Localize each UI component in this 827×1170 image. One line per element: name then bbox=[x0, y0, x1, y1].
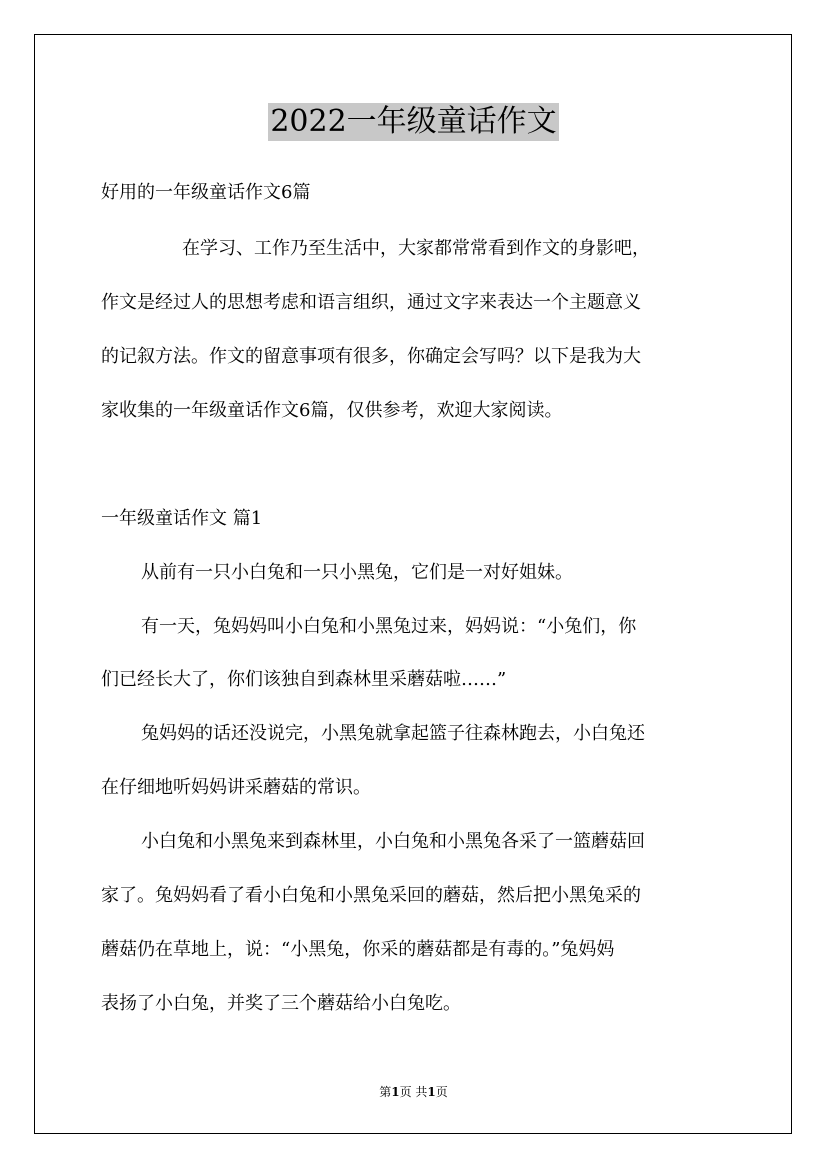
footer-page-prefix: 第 bbox=[379, 1085, 392, 1099]
footer-page-suffix: 页 bbox=[435, 1085, 448, 1099]
intro-line: 在学习、工作乃至生活中，大家都常常看到作文的身影吧， bbox=[182, 238, 650, 259]
body-line: 在仔细地听妈妈讲采蘑菇的常识。 bbox=[101, 777, 371, 798]
body-line: 兔妈妈的话还没说完，小黑兔就拿起篮子往森林跑去，小白兔还 bbox=[141, 723, 645, 744]
body-line: 从前有一只小白兔和一只小黑兔，它们是一对好姐妹。 bbox=[141, 562, 573, 583]
footer-total-pages: 1 bbox=[427, 1085, 436, 1099]
body-line: 有一天，兔妈妈叫小白兔和小黑兔过来，妈妈说：“小兔们，你 bbox=[141, 616, 637, 637]
footer-page-mid: 页 共 bbox=[399, 1085, 428, 1099]
body-line: 家了。兔妈妈看了看小白兔和小黑兔采回的蘑菇，然后把小黑兔采的 bbox=[101, 885, 641, 906]
intro-line: 家收集的一年级童话作文6篇，仅供参考，欢迎大家阅读。 bbox=[101, 400, 563, 421]
body-line: 小白兔和小黑兔来到森林里，小白兔和小黑兔各采了一篮蘑菇回 bbox=[141, 831, 645, 852]
body-line: 们已经长大了，你们该独自到森林里采蘑菇啦……” bbox=[101, 669, 507, 690]
intro-line: 的记叙方法。作文的留意事项有很多，你确定会写吗？以下是我为大 bbox=[101, 346, 641, 367]
title-container bbox=[0, 103, 827, 141]
document-subtitle: 好用的一年级童话作文6篇 bbox=[101, 182, 311, 203]
intro-line: 作文是经过人的思想考虑和语言组织，通过文字来表达一个主题意义 bbox=[101, 292, 641, 313]
footer-page-number: 1 bbox=[391, 1085, 400, 1099]
page-footer bbox=[0, 1084, 827, 1100]
document-title: 2022一年级童话作文 bbox=[270, 104, 557, 139]
body-line: 表扬了小白兔，并奖了三个蘑菇给小白兔吃。 bbox=[101, 993, 461, 1014]
body-line: 蘑菇仍在草地上，说：“小黑兔，你采的蘑菇都是有毒的。”兔妈妈 bbox=[101, 939, 615, 960]
section-heading: 一年级童话作文 篇1 bbox=[101, 508, 263, 529]
